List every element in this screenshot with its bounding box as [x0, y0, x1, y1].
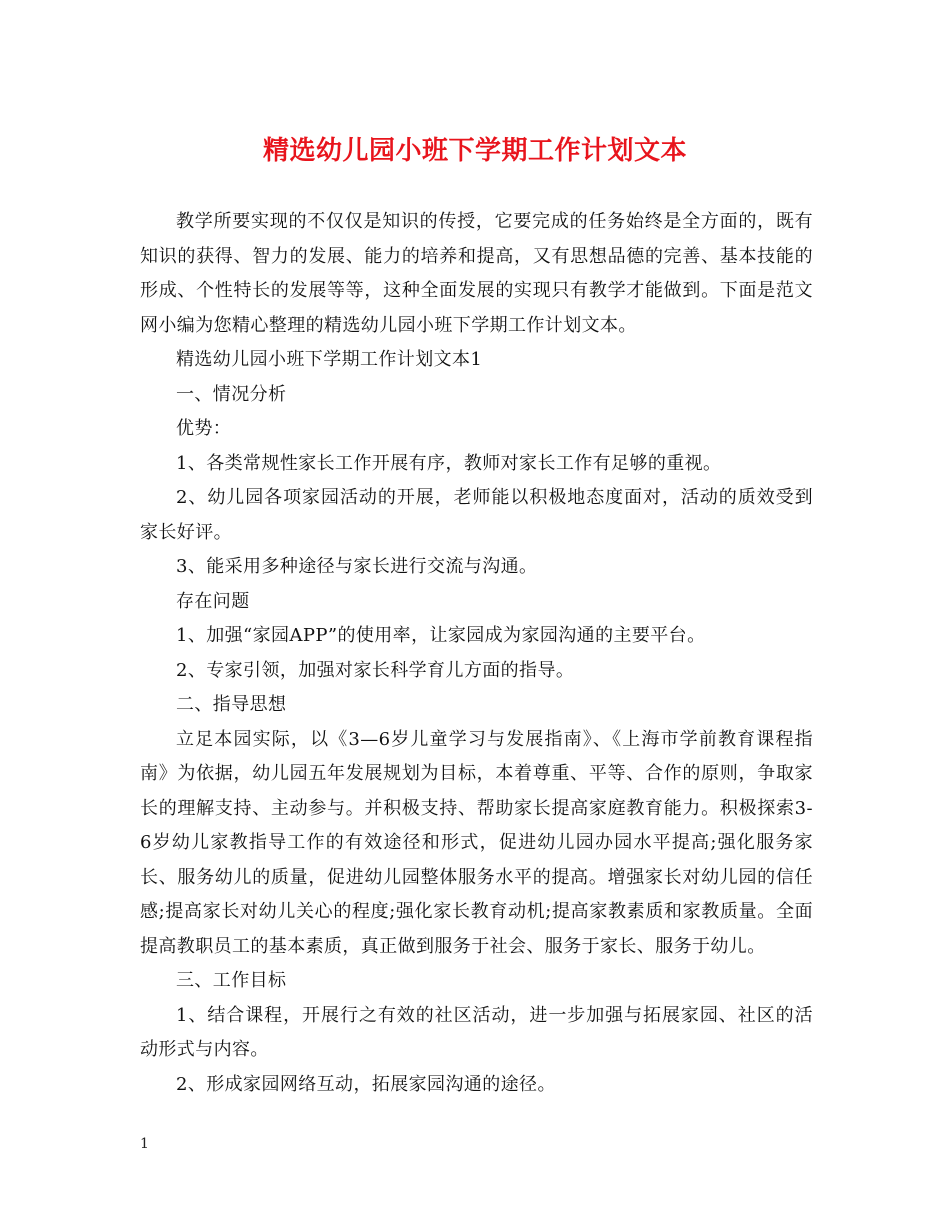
list-item: 1、结合课程，开展行之有效的社区活动，进一步加强与拓展家园、社区的活动形式与内容。: [140, 1004, 813, 1060]
list-item: 1、加强“家园APP”的使用率，让家园成为家园沟通的主要平台。: [176, 625, 706, 646]
section-heading-guiding-thought: 二、指导思想: [176, 694, 287, 715]
paragraph-intro: 教学所要实现的不仅仅是知识的传授，它要完成的任务始终是全方面的，既有知识的获得、智力的发展、能力的培养和提高，又有思想品德的完善、基本技能的形成、个性特长的发展等等，这种全面发展的实现只有教学才能做到。下面是范文网小编为您精心整理的精选幼儿园小班下学期工作计划文本。: [140, 211, 813, 336]
page-number: 1: [140, 1136, 149, 1152]
list-item: 2、幼儿园各项家园活动的开展，老师能以积极地态度面对，活动的质效受到家长好评。: [140, 487, 813, 543]
section-heading-situation: 一、情况分析: [176, 383, 287, 405]
paragraph-guiding-thought: 立足本园实际，以《3—6岁儿童学习与发展指南》、《上海市学前教育课程指南》为依据，幼儿园五年发展规划为目标，本着尊重、平等、合作的原则，争取家长的理解支持、主动参与。并积极支持、帮助家长提高家庭教育能力。积极探索3-6岁幼儿家教指导工作的有效途径和形式，促进幼儿园办园水平提高;强化服务家长、服务幼儿的质量，促进幼儿园整体服务水平的提高。增强家长对幼儿园的信任感;提高家长对幼儿关心的程度;强化家长教育动机;提高家教素质和家教质量。全面提高教职员工的基本素质，真正做到服务于社会、服务于家长、服务于幼儿。: [140, 728, 813, 957]
list-item: 1、各类常规性家长工作开展有序，教师对家长工作有足够的重视。: [176, 452, 722, 474]
list-item: 2、专家引领，加强对家长科学育儿方面的指导。: [176, 659, 575, 681]
list-item: 3、能采用多种途径与家长进行交流与沟通。: [176, 556, 538, 577]
subheading-problems: 存在问题: [176, 590, 250, 612]
document-title: 精选幼儿园小班下学期工作计划文本: [262, 136, 687, 166]
subheading-advantages: 优势：: [176, 418, 232, 439]
document-body: [140, 205, 813, 1102]
section-heading-goals: 三、工作目标: [176, 970, 287, 991]
paragraph-subtitle: 精选幼儿园小班下学期工作计划文本1: [176, 349, 483, 370]
list-item: 2、形成家园网络互动，拓展家园沟通的途径。: [176, 1073, 556, 1095]
